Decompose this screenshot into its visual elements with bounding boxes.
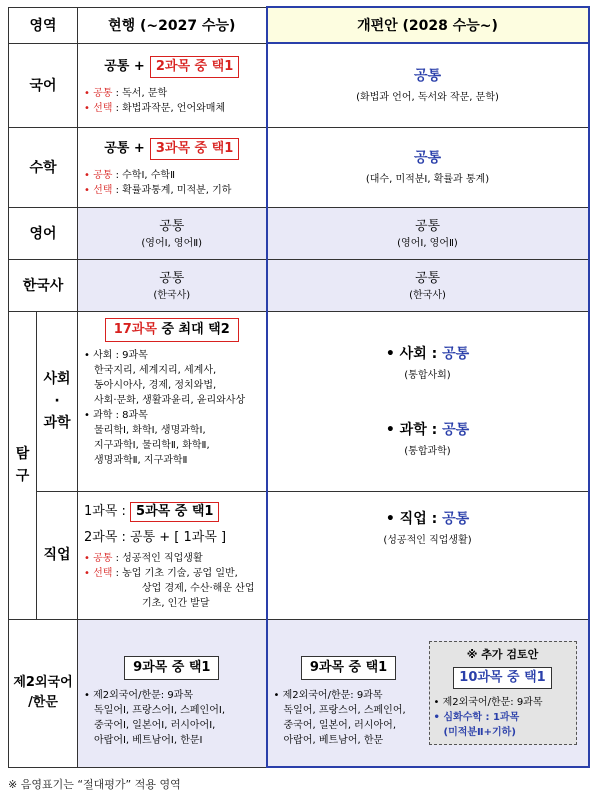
history-current-sub: (한국사): [153, 290, 191, 301]
korean-current-prefix: 공통 +: [104, 58, 145, 74]
korean-revised-sub: (화법과 언어, 독서와 작문, 문학): [356, 92, 499, 104]
second-lang-current-subject-3: 아랍어Ⅰ, 베트남어Ⅰ, 한문Ⅰ: [94, 735, 203, 746]
vocational-revised-bullet: • 직업 :: [385, 510, 438, 527]
social-subject-3: 사회·문화, 생활과윤리, 윤리와사상: [94, 394, 246, 406]
math-elective-text: : 확률과통계, 미적분, 기하: [115, 184, 232, 196]
header-current: 현행 (~2027 수능): [78, 7, 267, 43]
science-revised-sub: (통합과학): [404, 446, 451, 457]
history-revised: [267, 259, 589, 311]
math-current-prefix: 공통 +: [104, 140, 145, 156]
math-current-box: 3과목 중 택1: [150, 138, 239, 160]
korean-current-box: 2과목 중 택1: [150, 56, 239, 78]
second-lang-revised-subject-3: 아랍어, 베트남어, 한문: [283, 734, 384, 746]
vocational-elective-text: : 농업 기초 기술, 공업 일반,: [115, 567, 238, 579]
review-title: ※ 추가 검토안: [466, 647, 539, 661]
english-revised-title: 공통: [414, 219, 441, 234]
history-revised-title: 공통: [414, 271, 441, 286]
label-math: 수학: [9, 127, 78, 207]
social-revised-line: [268, 343, 588, 363]
second-lang-revised-subject-2: 중국어, 일본어, 러시아어,: [283, 719, 396, 731]
english-current-title: 공통: [159, 219, 185, 234]
second-lang-revised-box: 9과목 중 택1: [301, 656, 396, 680]
science-subject-2: 지구과학Ⅰ, 물리학Ⅱ, 화학Ⅱ,: [94, 439, 210, 451]
korean-elective-label: • 선택: [84, 102, 113, 114]
science-subject-1: 물리학Ⅰ, 화학Ⅰ, 생명과학Ⅰ,: [94, 424, 206, 436]
math-revised-sub: (대수, 미적분Ⅰ, 확률과 통계): [365, 174, 490, 185]
science-revised-line: [268, 419, 588, 439]
row-history: [9, 259, 589, 311]
vocational-revised-line: [268, 508, 588, 528]
science-revised-bullet: • 과학 :: [385, 422, 438, 438]
korean-elective-text: : 화법과작문, 언어와매체: [115, 102, 226, 114]
english-revised-sub: (영어Ⅰ, 영어Ⅱ): [397, 238, 458, 249]
row-english: [9, 207, 589, 259]
header-revised: 개편안 (2028 수능~): [267, 7, 589, 43]
additional-review-box: [429, 641, 577, 745]
row-inquiry-vocational: [9, 491, 589, 619]
social-current-box: [105, 318, 239, 342]
comparison-table-wrapper: [8, 6, 588, 768]
science-revised-value: 공통: [442, 422, 470, 438]
vocational-line1-box: 5과목 중 택1: [130, 502, 219, 522]
row-korean: [9, 43, 589, 127]
korean-common-text: : 독서, 문학: [115, 87, 168, 99]
header-area: 영역: [9, 7, 78, 43]
label-science: 과학: [43, 415, 71, 431]
social-revised-sub: (통합사회): [404, 370, 451, 381]
label-social: 사회: [43, 371, 71, 387]
label-dot: ·: [54, 393, 60, 409]
comparison-table: [8, 6, 590, 768]
vocational-common-text: : 성공적인 직업생활: [115, 552, 203, 564]
social-current-box-red: 17과목: [113, 321, 157, 337]
social-line: • 사회 : 9과목: [84, 349, 148, 361]
label-social-science: [37, 311, 78, 491]
label-second-language: [9, 619, 78, 767]
vocational-line2: 2과목 : 공통 + [ 1과목 ]: [84, 529, 227, 545]
label-vocational: 직업: [37, 491, 78, 619]
review-line3: (미적분Ⅱ+기하): [443, 726, 516, 738]
vocational-revised-value: 공통: [442, 510, 470, 527]
social-revised-value: 공통: [442, 346, 470, 362]
english-current-sub: (영어Ⅰ, 영어Ⅱ): [141, 238, 203, 249]
vocational-elective-more-2: 기초, 인간 발달: [142, 597, 210, 609]
second-lang-revised-main: [274, 638, 424, 748]
korean-revised: [267, 43, 589, 127]
second-lang-current-line: • 제2외국어/한문: 9과목: [84, 690, 193, 701]
history-revised-sub: (한국사): [409, 290, 446, 301]
math-common-label: • 공통: [84, 169, 113, 181]
second-lang-current: [78, 619, 267, 767]
korean-common-label: • 공통: [84, 87, 113, 99]
label-inquiry: [9, 311, 37, 619]
english-revised: [267, 207, 589, 259]
second-lang-revised-subject-1: 독일어, 프랑스어, 스페인어,: [283, 704, 406, 716]
science-subject-3: 생명과학Ⅱ, 지구과학Ⅱ: [94, 454, 188, 466]
vocational-common-label: • 공통: [84, 552, 113, 564]
math-revised: [267, 127, 589, 207]
korean-revised-title: 공통: [413, 68, 442, 85]
row-inquiry-social: [9, 311, 589, 491]
second-lang-current-subject-1: 독일어Ⅰ, 프랑스어Ⅰ, 스페인어Ⅰ,: [94, 705, 226, 716]
vocational-current: [78, 491, 267, 619]
header-row: [9, 7, 589, 43]
label-english: 영어: [9, 207, 78, 259]
review-line2: • 심화수학 : 1과목: [433, 711, 520, 723]
review-box: 10과목 중 택1: [453, 667, 551, 689]
social-subject-2: 동아시아사, 경제, 정치와법,: [94, 379, 217, 391]
social-revised: [267, 311, 589, 491]
social-subject-1: 한국지리, 세계지리, 세계사,: [94, 364, 217, 376]
second-lang-revised: [267, 619, 589, 767]
label-inquiry-2: 구: [15, 468, 30, 484]
label-history: 한국사: [9, 259, 78, 311]
history-current-title: 공통: [159, 271, 185, 286]
vocational-revised-sub: (성공적인 직업생활): [383, 534, 472, 546]
label-korean: 국어: [9, 43, 78, 127]
label-inquiry-1: 탐: [15, 446, 30, 462]
science-line: • 과학 : 8과목: [84, 409, 148, 421]
math-elective-label: • 선택: [84, 184, 113, 196]
vocational-elective-more-1: 상업 경제, 수산·해운 산업: [142, 582, 255, 594]
second-lang-current-subject-2: 중국어Ⅰ, 일본어Ⅰ, 러시아어Ⅰ,: [94, 720, 216, 731]
row-second-language: [9, 619, 589, 767]
math-current: [78, 127, 267, 207]
vocational-line1-prefix: 1과목 :: [84, 503, 126, 519]
english-current: [78, 207, 267, 259]
label-second-language-2: /한문: [28, 695, 58, 710]
footnote: ※ 음영표기는 “절대평가” 적용 영역: [8, 778, 181, 791]
math-revised-title: 공통: [413, 150, 442, 166]
social-revised-bullet: • 사회 :: [385, 346, 438, 362]
history-current: [78, 259, 267, 311]
row-math: [9, 127, 589, 207]
review-line1: • 제2외국어/한문: 9과목: [433, 696, 543, 708]
vocational-revised: [267, 491, 589, 619]
second-lang-revised-line: • 제2외국어/한문: 9과목: [273, 689, 383, 701]
second-lang-current-box: 9과목 중 택1: [124, 656, 219, 680]
korean-current: [78, 43, 267, 127]
label-second-language-1: 제2외국어: [13, 675, 73, 690]
social-current-box-rest: 중 최대 택2: [161, 321, 230, 337]
social-current: [78, 311, 267, 491]
vocational-elective-label: • 선택: [84, 567, 113, 579]
math-common-text: : 수학Ⅰ, 수학Ⅱ: [115, 169, 176, 181]
